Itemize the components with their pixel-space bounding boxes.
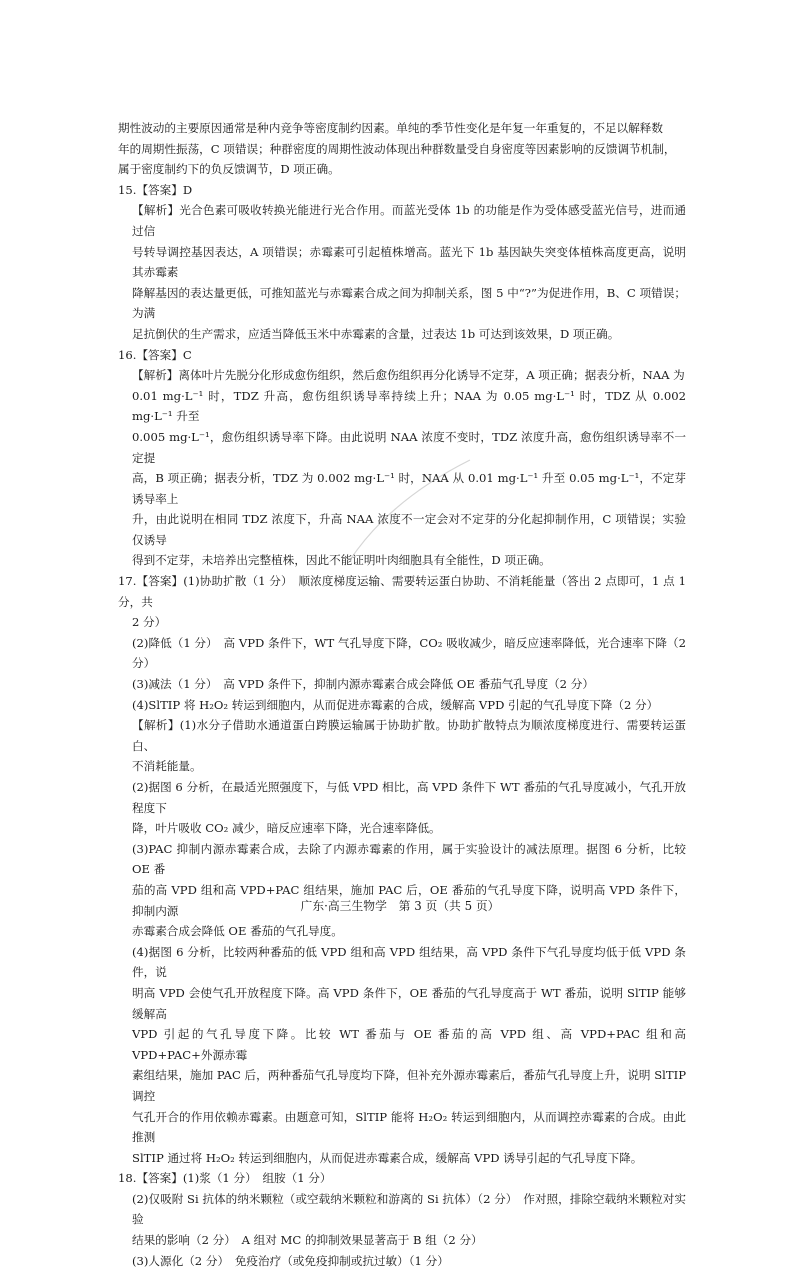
- text-line: (3)PAC 抑制内源赤霉素合成，去除了内源赤霉素的作用，属于实验设计的减法原理。据图 6 分析，比较 OE 番: [132, 841, 686, 877]
- text-line: 赤霉素合成会降低 OE 番茄的气孔导度。: [132, 924, 343, 939]
- text-line: 属于密度制约下的负反馈调节，D 项正确。: [118, 162, 340, 177]
- q18-answer: 18.【答案】(1)浆（1 分） 组胺（1 分）: [118, 1171, 332, 1186]
- text-line: 明高 VPD 会使气孔开放程度下降。高 VPD 条件下，OE 番茄的气孔导度高于 WT 番茄，说明 SlTIP 能够缓解高: [132, 985, 686, 1021]
- q18-answer-items: [118, 1189, 686, 1271]
- text-line: 号转导调控基因表达，A 项错误；赤霉素可引起植株增高。蓝光下 1b 基因缺失突变体植株高度更高，说明其赤霉素: [132, 244, 686, 280]
- text-line: (4)SlTIP 将 H₂O₂ 转运到细胞内，从而促进赤霉素的合成，缓解高 VPD 引起的气孔导度下降（2 分）: [132, 697, 659, 712]
- q16-answer: 16.【答案】C: [118, 347, 192, 362]
- text-line: 2 分）: [132, 615, 167, 630]
- page-footer: 广东·高三生物学 第 3 页（共 5 页）: [300, 899, 500, 913]
- text-line: 不消耗能量。: [132, 759, 202, 774]
- q17-analysis: [118, 715, 686, 1168]
- text-line: (3)减法（1 分） 高 VPD 条件下，抑制内源赤霉素合成会降低 OE 番茄气孔导度（2 分）: [132, 677, 594, 692]
- text-line: 高，B 项正确；据表分析，TDZ 为 0.002 mg·L⁻¹ 时，NAA 从 0.01 mg·L⁻¹ 升至 0.05 mg·L⁻¹，不定芽诱导率上: [132, 471, 686, 506]
- q16-analysis: [118, 365, 686, 571]
- continued-paragraph: [118, 118, 686, 180]
- text-line: (4)据图 6 分析，比较两种番茄的低 VPD 组和高 VPD 组结果，高 VPD 条件下气孔导度均低于低 VPD 条件，说: [132, 944, 686, 980]
- text-line: 17.【答案】(1)协助扩散（1 分） 顺浓度梯度运输、需要转运蛋白协助、不消耗能量（答出 2 点即可，1 点 1 分，共: [118, 574, 686, 609]
- text-line: 期性波动的主要原因通常是种内竞争等密度制约因素。单纯的季节性变化是年复一年重复的，不足以解释数: [118, 121, 663, 135]
- q15-analysis: [118, 200, 686, 344]
- text-line: 得到不定芽，未培养出完整植株，因此不能证明叶肉细胞具有全能性，D 项正确。: [132, 553, 551, 568]
- q17-answer-items: [118, 633, 686, 715]
- text-line: (3)人源化（2 分） 免疫治疗（或免疫抑制或抗过敏）（1 分）: [132, 1253, 449, 1268]
- q15-answer: 15.【答案】D: [118, 182, 193, 197]
- document-body: [118, 118, 686, 1271]
- text-line: 足抗倒伏的生产需求，应适当降低玉米中赤霉素的含量，过表达 1b 可达到该效果，D 项正确。: [132, 326, 620, 341]
- text-line: (2)据图 6 分析，在最适光照强度下，与低 VPD 相比，高 VPD 条件下 WT 番茄的气孔导度减小，气孔开放程度下: [132, 780, 686, 815]
- text-line: 年的周期性振荡，C 项错误；种群密度的周期性波动体现出种群数量受自身密度等因素影响的反馈调节机制，: [118, 141, 676, 156]
- text-line: 素组结果，施加 PAC 后，两种番茄气孔导度均下降，但补充外源赤霉素后，番茄气孔导度上升，说明 SlTIP 调控: [132, 1068, 686, 1103]
- text-line: 【解析】光合色素可吸收转换光能进行光合作用。而蓝光受体 1b 的功能是作为受体感受蓝光信号，进而通过信: [132, 203, 686, 238]
- text-line: 【解析】离体叶片先脱分化形成愈伤组织，然后愈伤组织再分化诱导不定芽，A 项正确；据表分析，NAA 为: [132, 368, 685, 383]
- text-line: SlTIP 通过将 H₂O₂ 转运到细胞内，从而促进赤霉素合成，缓解高 VPD 诱导引起的气孔导度下降。: [132, 1150, 643, 1165]
- text-line: 0.01 mg·L⁻¹ 时，TDZ 升高，愈伤组织诱导率持续上升；NAA 为 0.05 mg·L⁻¹ 时，TDZ 从 0.002 mg·L⁻¹ 升至: [132, 388, 686, 424]
- text-line: VPD 引起的气孔导度下降。比较 WT 番茄与 OE 番茄的高 VPD 组、高 VPD+PAC 组和高 VPD+PAC+外源赤霉: [132, 1027, 686, 1062]
- text-line: 升，由此说明在相同 TDZ 浓度下，升高 NAA 浓度不一定会对不定芽的分化起抑制作用，C 项错误；实验仅诱导: [132, 512, 686, 547]
- text-line: 茄的高 VPD 组和高 VPD+PAC 组结果，施加 PAC 后，OE 番茄的气孔导度下降，说明高 VPD 条件下，抑制内源: [132, 882, 686, 918]
- text-line: 降，叶片吸收 CO₂ 减少，暗反应速率下降，光合速率降低。: [132, 821, 441, 836]
- text-line: 气孔开合的作用依赖赤霉素。由题意可知，SlTIP 能将 H₂O₂ 转运到细胞内，从而调控赤霉素的合成。由此推测: [132, 1109, 686, 1145]
- text-line: 降解基因的表达量更低，可推知蓝光与赤霉素合成之间为抑制关系，图 5 中“?”为促进作用，B、C 项错误；为满: [132, 285, 686, 321]
- text-line: (2)降低（1 分） 高 VPD 条件下，WT 气孔导度下降，CO₂ 吸收减少，暗反应速率降低，光合速率下降（2 分）: [132, 635, 686, 671]
- text-line: (2)仅吸附 Si 抗体的纳米颗粒（或空载纳米颗粒和游离的 Si 抗体）（2 分） 作对照，排除空载纳米颗粒对实验: [132, 1191, 686, 1227]
- text-line: 结果的影响（2 分） A 组对 MC 的抑制效果显著高于 B 组（2 分）: [132, 1233, 483, 1248]
- q17-answer: [118, 571, 686, 633]
- text-line: 0.005 mg·L⁻¹，愈伤组织诱导率下降。由此说明 NAA 浓度不变时，TDZ 浓度升高，愈伤组织诱导率不一定提: [132, 429, 686, 465]
- text-line: 【解析】(1)水分子借助水通道蛋白跨膜运输属于协助扩散。协助扩散特点为顺浓度梯度进行、需要转运蛋白、: [132, 718, 686, 753]
